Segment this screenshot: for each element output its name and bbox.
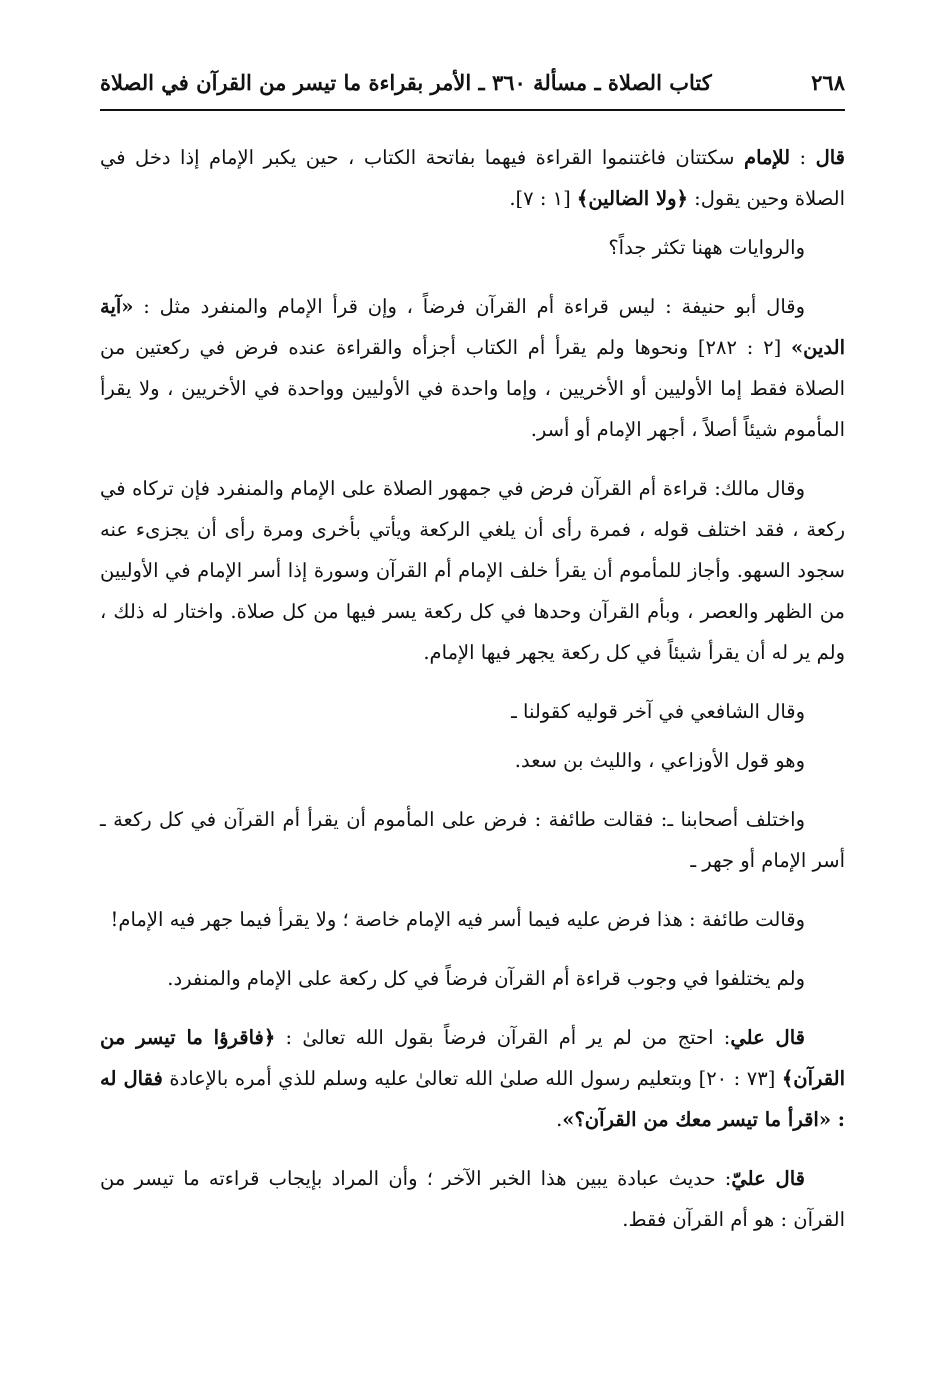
running-title: كتاب الصلاة ـ مسألة ٣٦٠ ـ الأمر بقراءة ما تيسر من القرآن في الصلاة [100,70,712,95]
paragraph [100,899,845,940]
paragraph-gap [100,789,845,799]
paragraph [100,227,845,268]
page-number: ٢٦٨ [811,70,845,95]
text-segment: : حديث عبادة يبين هذا الخبر الآخر ؛ وأن المراد بإيجاب قراءته ما تيسر من القرآن : هو أم القرآن فقط. [100,1167,845,1231]
paragraph [100,799,845,881]
text-segment: وقال أبو حنيفة : ليس قراءة أم القرآن فرضاً ، وإن قرأ الإمام والمنفرد مثل : [133,295,805,318]
text-segment: سكتتان فاغتنموا القراءة فيهما بفاتحة الكتاب ، حين يكبر الإمام إذا دخل في الصلاة وحين يقول: [100,146,845,210]
paragraph [100,468,845,673]
paragraph [100,691,845,732]
body-text [100,137,845,1240]
text-segment: [٧٣ : ٢٠] وبتعليم رسول الله صلىٰ الله تعالىٰ عليه وسلم للذي أمره بالإعادة [162,1067,782,1090]
paragraph-gap [100,276,845,286]
paragraph [100,1158,845,1240]
text-segment: والروايات ههنا تكثر جداً؟ [608,236,805,259]
header-rule [100,109,845,111]
text-segment: وقال الشافعي في آخر قوليه كقولنا ـ [511,700,805,723]
paragraph-gap [100,681,845,691]
text-segment: وهو قول الأوزاعي ، والليث بن سعد. [514,749,805,772]
paragraph [100,286,845,450]
book-page [100,70,845,1248]
paragraph-gap [100,948,845,958]
text-segment: : احتج من لم ير أم القرآن فرضاً بقول الله تعالىٰ : [275,1026,731,1049]
paragraph-gap [100,458,845,468]
bold-text-segment: للإمام [744,146,791,169]
bold-text-segment: قال [815,146,845,169]
paragraph [100,958,845,999]
text-segment: [٢ : ٢٨٢] ونحوها ولم يقرأ أم الكتاب أجزأه والقراءة عنده فرض في ركعتين من الصلاة فقط إما الأوليين أو الأخريين ، وإما واحدة في الأوليين وواحدة في الأخريين ، ولا يقرأ المأموم شيئاً أصلاً ، أجهر الإمام أو أسر. [100,336,845,441]
paragraph [100,137,845,219]
paragraph-gap [100,1007,845,1017]
text-segment: : [790,146,816,169]
bold-text-segment: فقال له : «اقرأ ما تيسر معك من القرآن؟» [100,1067,845,1131]
bold-text-segment: ﴿ولا الضالين﴾ [576,187,688,210]
bold-text-segment: ﴿فاقرؤا ما تيسر من القرآن﴾ [100,1026,846,1090]
bold-text-segment: قال عليّ [731,1167,805,1190]
text-segment: [١ : ٧]. [509,187,577,210]
paragraph [100,1017,845,1140]
running-header [100,70,845,105]
paragraph-gap [100,1148,845,1158]
bold-text-segment: «آية الدين» [100,295,846,359]
text-segment: واختلف أصحابنا ـ: فقالت طائفة : فرض على المأموم أن يقرأ أم القرآن في كل ركعة ـ أسر الإمام أو جهر ـ [100,808,845,872]
text-segment: وقال مالك: قراءة أم القرآن فرض في جمهور الصلاة على الإمام والمنفرد فإن تركاه في ركعة ، فقد اختلف قوله ، فمرة رأى أن يلغي الركعة ويأتي بأخرى ومرة رأى أن يجزىء عنه سجود السهو. وأجاز للمأموم أن يقرأ خلف الإمام أم القرآن وسورة إذا أسر الإمام في الأوليين من الظهر والعصر ، وبأم القرآن وحدها في كل ركعة يسر فيها من كل صلاة. واختار له ذلك ، ولم ير له أن يقرأ شيئاً في كل ركعة يجهر فيها الإمام. [100,477,845,664]
text-segment: وقالت طائفة : هذا فرض عليه فيما أسر فيه الإمام خاصة ؛ ولا يقرأ فيما جهر فيه الإمام! [110,908,805,931]
paragraph-gap [100,889,845,899]
text-segment: . [556,1108,563,1131]
bold-text-segment: قال علي [730,1026,805,1049]
paragraph [100,740,845,781]
text-segment: ولم يختلفوا في وجوب قراءة أم القرآن فرضاً في كل ركعة على الإمام والمنفرد. [167,967,805,990]
